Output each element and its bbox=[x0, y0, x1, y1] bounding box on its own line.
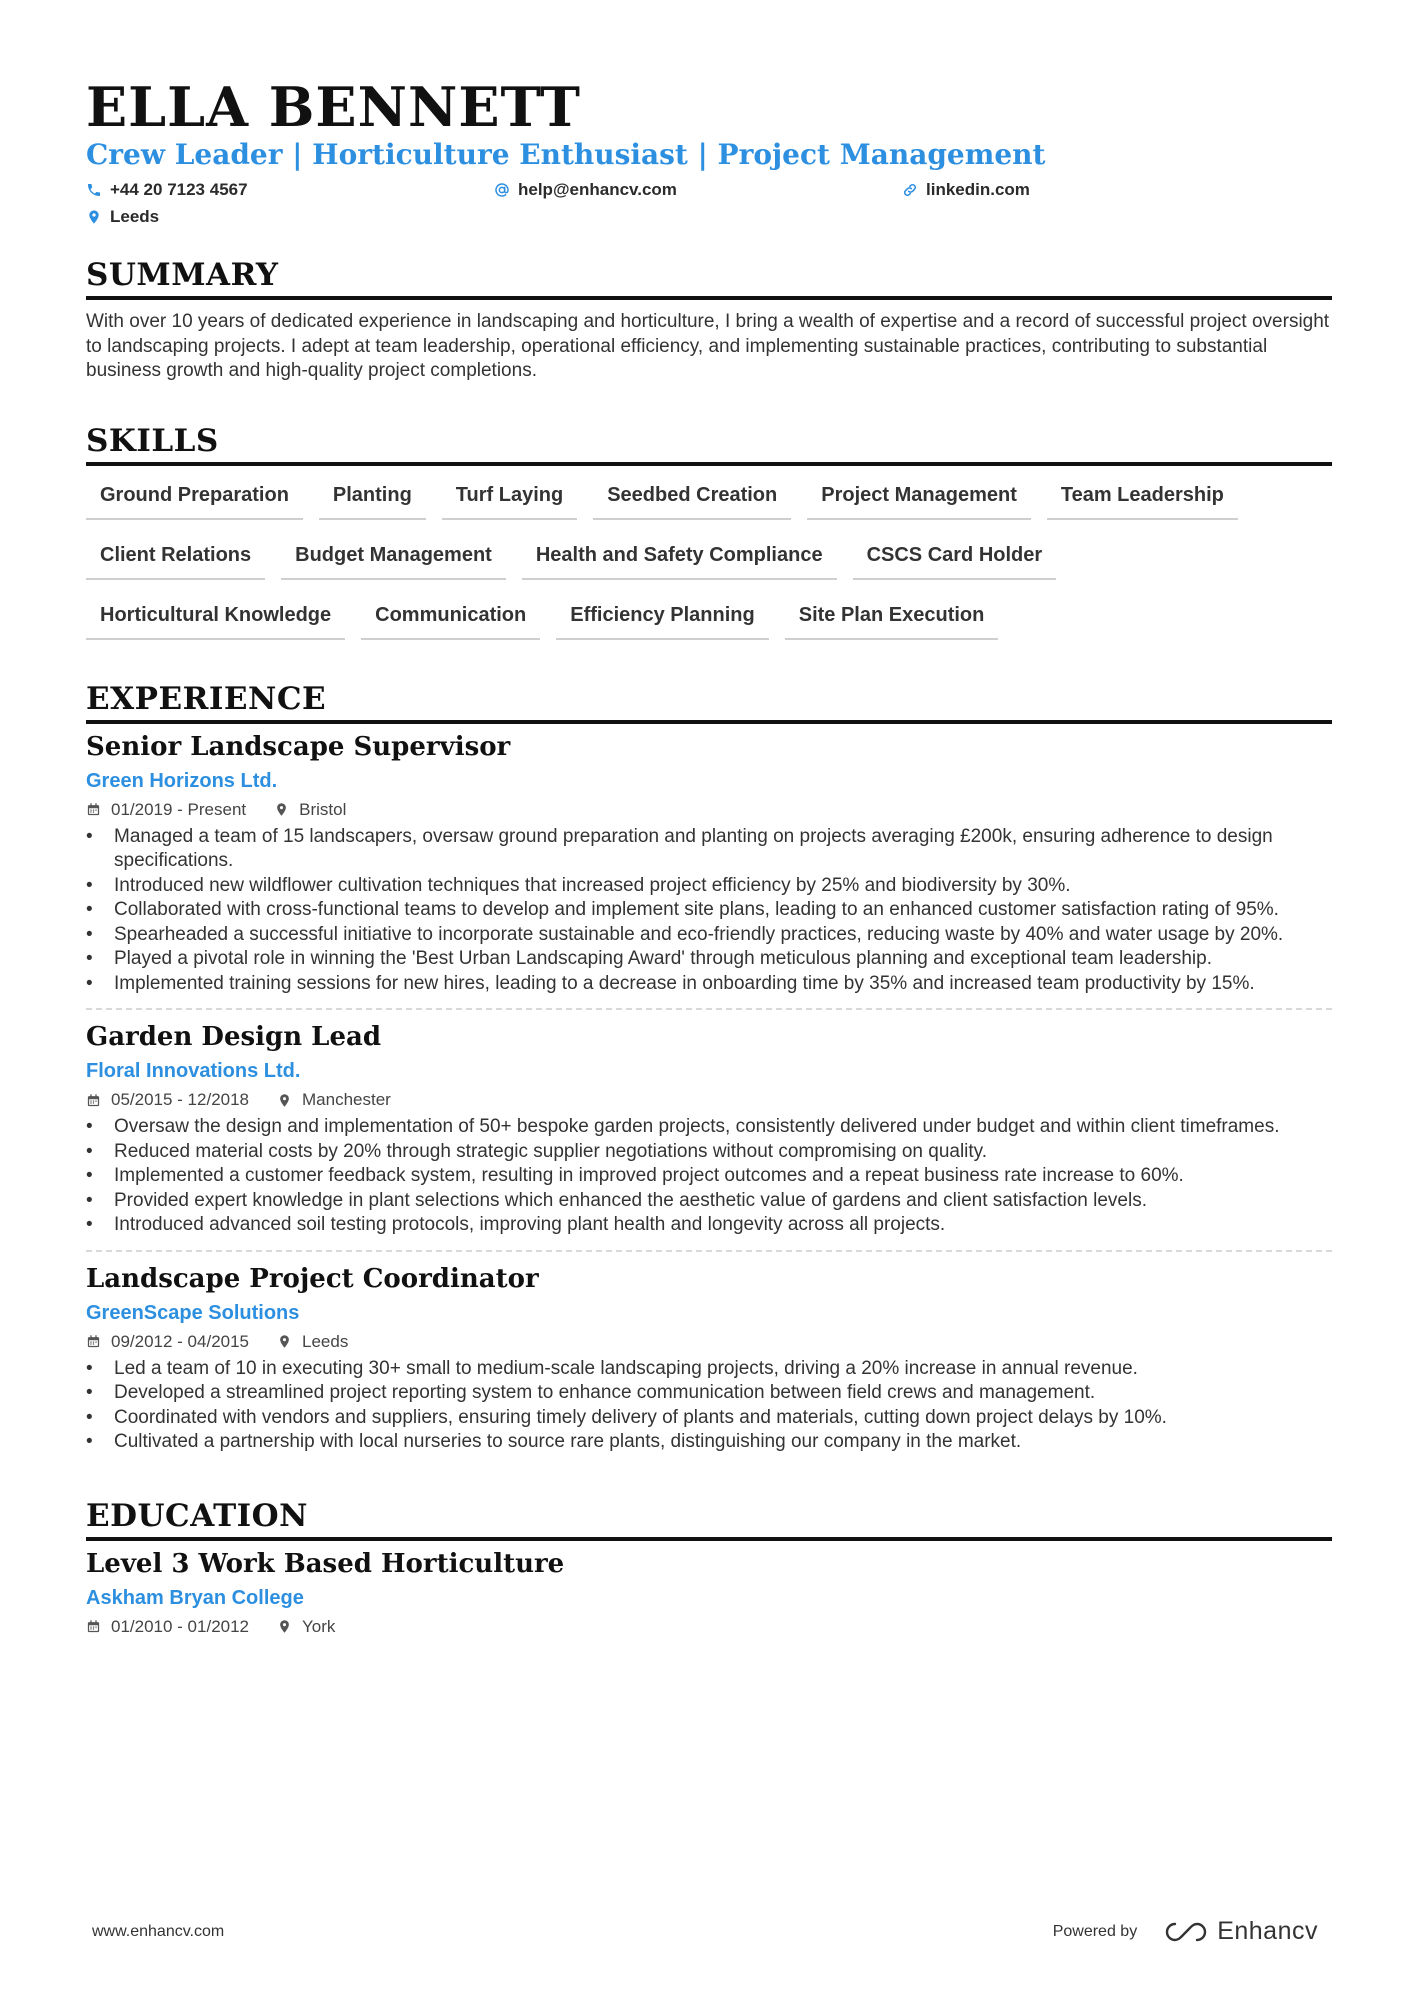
location-pin-icon bbox=[274, 802, 289, 817]
entry-divider bbox=[86, 1008, 1332, 1010]
candidate-headline: Crew Leader | Horticulture Enthusiast | Project Management bbox=[86, 138, 1046, 171]
job-location bbox=[277, 1088, 391, 1112]
job-location-text: Manchester bbox=[302, 1090, 391, 1109]
calendar-icon bbox=[86, 1619, 101, 1634]
job-dates: 09/2012 - 04/2015 bbox=[111, 1331, 250, 1351]
skill-tag: CSCS Card Holder bbox=[853, 538, 1057, 580]
linkedin-link[interactable]: linkedin.com bbox=[926, 179, 1030, 199]
job-bullet: • Managed a team of 15 landscapers, oversaw ground preparation and planting on projects averaging £200k, ensuring adherence to design specifications. bbox=[86, 825, 1332, 874]
job-meta bbox=[86, 1088, 1332, 1112]
job-bullet: • Introduced new wildflower cultivation techniques that increased project efficiency by 25% and biodiversity by 30%. bbox=[86, 874, 1332, 899]
job-bullet: • Developed a streamlined project reporting system to enhance communication between field crews and management. bbox=[86, 1381, 1332, 1406]
powered-by-label: Powered by bbox=[1052, 1922, 1138, 1940]
at-icon bbox=[494, 182, 510, 198]
candidate-name: ELLA BENNETT bbox=[86, 75, 581, 139]
resume-page bbox=[86, 75, 1332, 1639]
summary-section bbox=[86, 256, 1332, 384]
skills-list bbox=[86, 478, 1332, 658]
section-title-education: EDUCATION bbox=[86, 1497, 1332, 1541]
job-bullet: • Led a team of 10 in executing 30+ small to medium-scale landscaping projects, driving a 20% increase in annual revenue. bbox=[86, 1357, 1332, 1382]
education-entry bbox=[86, 1547, 1332, 1639]
contact-location bbox=[86, 203, 494, 230]
powered-by bbox=[1053, 1917, 1318, 1946]
section-title-experience: EXPERIENCE bbox=[86, 680, 1332, 724]
enhancv-logo-icon bbox=[1163, 1920, 1209, 1944]
company-name: Floral Innovations Ltd. bbox=[86, 1060, 301, 1082]
entry-divider bbox=[86, 1250, 1332, 1252]
job-entry bbox=[86, 1020, 1332, 1238]
footer-url[interactable]: www.enhancv.com bbox=[92, 1922, 225, 1940]
location-pin-icon bbox=[277, 1619, 292, 1634]
job-entry bbox=[86, 730, 1332, 997]
link-icon bbox=[902, 182, 918, 198]
experience-section bbox=[86, 680, 1332, 1455]
job-title: Garden Design Lead bbox=[86, 1022, 382, 1052]
school-name: Askham Bryan College bbox=[86, 1586, 304, 1609]
phone-text: +44 20 7123 4567 bbox=[110, 179, 248, 199]
section-title-skills: SKILLS bbox=[86, 422, 1332, 466]
education-meta bbox=[86, 1615, 1332, 1639]
job-meta bbox=[86, 1330, 1332, 1354]
location-text: Leeds bbox=[110, 206, 160, 226]
skill-tag: Budget Management bbox=[281, 538, 506, 580]
contact-phone bbox=[86, 176, 494, 203]
contact-link[interactable] bbox=[902, 176, 1332, 203]
job-dates: 01/2019 - Present bbox=[111, 799, 247, 819]
job-bullet: • Cultivated a partnership with local nurseries to source rare plants, distinguishing our company in the market. bbox=[86, 1430, 1332, 1455]
job-bullets bbox=[86, 1357, 1332, 1455]
job-bullet: • Implemented training sessions for new hires, leading to a decrease in onboarding time by 35% and increased team productivity by 15%. bbox=[86, 972, 1332, 997]
summary-text: With over 10 years of dedicated experience in landscaping and horticulture, I bring a wealth of expertise and a record of successful project oversight to landscaping projects. I adept at team leadership, operational efficiency, and implementing sustainable practices, contributing to substantial business growth and high-quality project completions. bbox=[86, 311, 1330, 381]
skill-tag: Seedbed Creation bbox=[593, 478, 791, 520]
phone-icon bbox=[86, 182, 102, 198]
job-bullet: • Coordinated with vendors and suppliers, ensuring timely delivery of plants and materials, cutting down project delays by 10%. bbox=[86, 1406, 1332, 1431]
calendar-icon bbox=[86, 1334, 101, 1349]
education-section bbox=[86, 1497, 1332, 1639]
calendar-icon bbox=[86, 802, 101, 817]
degree-title: Level 3 Work Based Horticulture bbox=[86, 1548, 565, 1579]
company-name: Green Horizons Ltd. bbox=[86, 769, 278, 792]
contact-email[interactable] bbox=[494, 176, 902, 203]
job-bullets bbox=[86, 825, 1332, 997]
job-location bbox=[277, 1330, 348, 1354]
skill-tag: Project Management bbox=[807, 478, 1031, 520]
skill-tag: Team Leadership bbox=[1047, 478, 1238, 520]
education-location bbox=[277, 1615, 335, 1639]
location-pin-icon bbox=[277, 1334, 292, 1349]
email-link[interactable]: help@enhancv.com bbox=[518, 179, 677, 199]
enhancv-logo[interactable] bbox=[1163, 1917, 1318, 1946]
skill-tag: Turf Laying bbox=[442, 478, 577, 520]
skill-tag: Horticultural Knowledge bbox=[86, 598, 345, 640]
job-location-text: Bristol bbox=[299, 799, 347, 819]
job-meta bbox=[86, 798, 1332, 822]
job-title: Senior Landscape Supervisor bbox=[86, 731, 511, 762]
skills-section bbox=[86, 422, 1332, 658]
job-bullet: • Oversaw the design and implementation of 50+ bespoke garden projects, consistently delivered under budget and within client timeframes. bbox=[86, 1115, 1332, 1140]
job-dates: 05/2015 - 12/2018 bbox=[111, 1090, 250, 1109]
job-entry bbox=[86, 1262, 1332, 1455]
job-title: Landscape Project Coordinator bbox=[86, 1263, 539, 1294]
skill-tag: Planting bbox=[319, 478, 426, 520]
job-bullet: • Spearheaded a successful initiative to incorporate sustainable and eco-friendly practices, reducing waste by 40% and water usage by 20%. bbox=[86, 923, 1332, 948]
job-bullet: • Reduced material costs by 20% through strategic supplier negotiations without compromising on quality. bbox=[86, 1140, 1332, 1165]
job-bullet: • Collaborated with cross-functional teams to develop and implement site plans, leading to an enhanced customer satisfaction rating of 95%. bbox=[86, 898, 1332, 923]
location-pin-icon bbox=[277, 1093, 292, 1108]
job-location-text: Leeds bbox=[302, 1331, 349, 1351]
calendar-icon bbox=[86, 1093, 101, 1108]
enhancv-brand-text: Enhancv bbox=[1217, 1917, 1318, 1945]
education-dates: 01/2010 - 01/2012 bbox=[111, 1616, 250, 1636]
job-bullet: • Implemented a customer feedback system, resulting in improved project outcomes and a repeat business rate increase to 60%. bbox=[86, 1164, 1332, 1189]
job-bullet: • Provided expert knowledge in plant selections which enhanced the aesthetic value of gardens and client satisfaction levels. bbox=[86, 1189, 1332, 1214]
skill-tag: Efficiency Planning bbox=[556, 598, 768, 640]
skill-tag: Ground Preparation bbox=[86, 478, 303, 520]
skill-tag: Client Relations bbox=[86, 538, 265, 580]
location-pin-icon bbox=[86, 209, 102, 225]
page-footer bbox=[92, 1917, 1318, 1946]
job-bullets bbox=[86, 1115, 1332, 1238]
education-location-text: York bbox=[302, 1616, 336, 1636]
skill-tag: Health and Safety Compliance bbox=[522, 538, 837, 580]
section-title-summary: SUMMARY bbox=[86, 256, 1332, 300]
skill-tag: Site Plan Execution bbox=[785, 598, 999, 640]
job-location bbox=[274, 798, 346, 822]
company-name: GreenScape Solutions bbox=[86, 1301, 300, 1324]
skill-tag: Communication bbox=[361, 598, 540, 640]
job-bullet: • Introduced advanced soil testing protocols, improving plant health and longevity across all projects. bbox=[86, 1213, 1332, 1238]
contact-info bbox=[86, 176, 1332, 230]
job-bullet: • Played a pivotal role in winning the 'Best Urban Landscaping Award' through meticulous planning and exceptional team leadership. bbox=[86, 947, 1332, 972]
